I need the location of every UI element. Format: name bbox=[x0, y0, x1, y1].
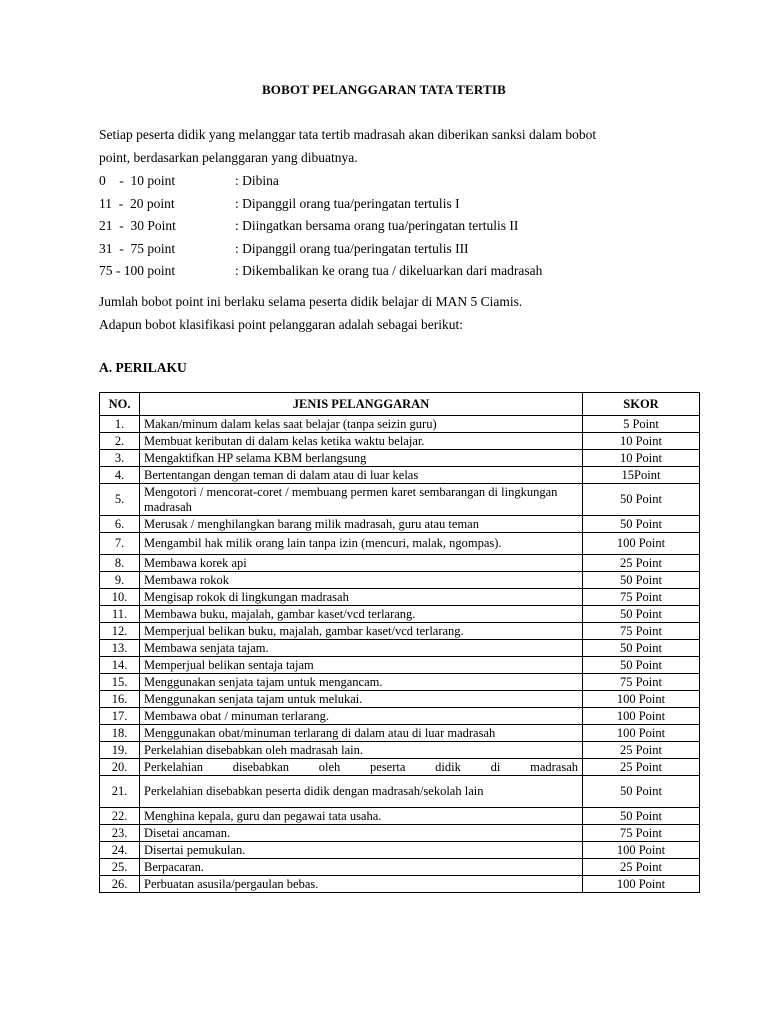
cell-skor: 10 Point bbox=[583, 450, 700, 467]
intro-line-2: point, berdasarkan pelanggaran yang dibuatnya. bbox=[99, 149, 358, 165]
cell-no: 16. bbox=[100, 691, 140, 708]
cell-no: 5. bbox=[100, 484, 140, 516]
cell-no: 18. bbox=[100, 725, 140, 742]
cell-jenis: Perkelahian disebabkan oleh madrasah lain. bbox=[140, 742, 583, 759]
cell-no: 11. bbox=[100, 606, 140, 623]
cell-jenis: Mengisap rokok di lingkungan madrasah bbox=[140, 589, 583, 606]
table-row bbox=[100, 572, 700, 589]
cell-jenis: Perbuatan asusila/pergaulan bebas. bbox=[140, 876, 583, 893]
cell-no: 1. bbox=[100, 416, 140, 433]
table-row bbox=[100, 876, 700, 893]
note-line-2: Adapun bobot klasifikasi point pelanggaran adalah sebagai berikut: bbox=[99, 316, 464, 332]
document-title: BOBOT PELANGGARAN TATA TERTIB bbox=[261, 82, 507, 97]
cell-jenis: Mengotori / mencorat-coret / membuang permen karet sembarangan di lingkungan madrasah bbox=[140, 484, 583, 516]
cell-no: 15. bbox=[100, 674, 140, 691]
table-row bbox=[100, 516, 700, 533]
cell-skor: 75 Point bbox=[583, 674, 700, 691]
cell-jenis: Mengaktifkan HP selama KBM berlangsung bbox=[140, 450, 583, 467]
cell-no: 4. bbox=[100, 467, 140, 484]
cell-skor: 100 Point bbox=[583, 842, 700, 859]
range-sanction: : Dipanggil orang tua/peringatan tertulis III bbox=[235, 240, 469, 256]
table-row bbox=[100, 808, 700, 825]
table-row bbox=[100, 708, 700, 725]
range-row bbox=[99, 260, 699, 283]
cell-skor: 50 Point bbox=[583, 484, 700, 516]
table-row bbox=[100, 484, 700, 516]
cell-jenis: Makan/minum dalam kelas saat belajar (tanpa seizin guru) bbox=[140, 416, 583, 433]
range-sanction: : Dikembalikan ke orang tua / dikeluarkan dari madrasah bbox=[235, 263, 543, 278]
cell-no: 22. bbox=[100, 808, 140, 825]
table-header-row bbox=[100, 393, 700, 416]
table-row bbox=[100, 842, 700, 859]
header-jenis: JENIS PELANGGARAN bbox=[140, 393, 583, 416]
range-sanction: : Diingatkan bersama orang tua/peringatan tertulis II bbox=[235, 218, 519, 233]
range-row bbox=[99, 238, 699, 261]
intro-paragraph bbox=[99, 124, 596, 169]
table-row bbox=[100, 433, 700, 450]
cell-no: 2. bbox=[100, 433, 140, 450]
cell-jenis: Menggunakan senjata tajam untuk mengancam. bbox=[140, 674, 583, 691]
cell-jenis: Disertai pemukulan. bbox=[140, 842, 583, 859]
table-row bbox=[100, 467, 700, 484]
range-value: 11 - 20 point bbox=[99, 195, 175, 211]
cell-skor: 100 Point bbox=[583, 691, 700, 708]
range-value: 75 - 100 point bbox=[99, 263, 176, 278]
range-value: 31 - 75 point bbox=[99, 240, 176, 256]
cell-skor: 50 Point bbox=[583, 657, 700, 674]
header-no: NO. bbox=[100, 393, 140, 416]
cell-no: 12. bbox=[100, 623, 140, 640]
cell-skor: 50 Point bbox=[583, 606, 700, 623]
cell-no: 21. bbox=[100, 776, 140, 808]
cell-no: 25. bbox=[100, 859, 140, 876]
table-row bbox=[100, 623, 700, 640]
cell-jenis: Disetai ancaman. bbox=[140, 825, 583, 842]
range-row bbox=[99, 193, 699, 216]
cell-no: 19. bbox=[100, 742, 140, 759]
cell-jenis: Membawa korek api bbox=[140, 555, 583, 572]
cell-no: 8. bbox=[100, 555, 140, 572]
table-row bbox=[100, 742, 700, 759]
cell-skor: 75 Point bbox=[583, 825, 700, 842]
table-row bbox=[100, 657, 700, 674]
range-row bbox=[99, 170, 699, 193]
cell-jenis: Memperjual belikan buku, majalah, gambar kaset/vcd terlarang. bbox=[140, 623, 583, 640]
cell-no: 3. bbox=[100, 450, 140, 467]
cell-jenis: Bertentangan dengan teman di dalam atau di luar kelas bbox=[140, 467, 583, 484]
table-row bbox=[100, 859, 700, 876]
table-row bbox=[100, 691, 700, 708]
cell-skor: 25 Point bbox=[583, 759, 700, 776]
note-line-1: Jumlah bobot point ini berlaku selama peserta didik belajar di MAN 5 Ciamis. bbox=[99, 294, 523, 309]
cell-no: 13. bbox=[100, 640, 140, 657]
range-sanction: : Dipanggil orang tua/peringatan tertulis I bbox=[235, 195, 460, 211]
cell-jenis: Perkelahian disebabkan peserta didik dengan madrasah/sekolah lain bbox=[140, 776, 583, 808]
cell-skor: 50 Point bbox=[583, 516, 700, 533]
cell-skor: 25 Point bbox=[583, 742, 700, 759]
cell-skor: 15Point bbox=[583, 467, 700, 484]
note-paragraph bbox=[99, 291, 522, 336]
cell-no: 10. bbox=[100, 589, 140, 606]
cell-skor: 25 Point bbox=[583, 555, 700, 572]
table-row bbox=[100, 725, 700, 742]
cell-skor: 50 Point bbox=[583, 640, 700, 657]
table-row bbox=[100, 416, 700, 433]
violation-table bbox=[99, 392, 700, 893]
cell-jenis: Membawa obat / minuman terlarang. bbox=[140, 708, 583, 725]
table-row bbox=[100, 674, 700, 691]
table-row bbox=[100, 589, 700, 606]
table-row bbox=[100, 533, 700, 555]
cell-skor: 50 Point bbox=[583, 572, 700, 589]
cell-no: 7. bbox=[100, 533, 140, 555]
table-row bbox=[100, 606, 700, 623]
table-row bbox=[100, 776, 700, 808]
cell-skor: 75 Point bbox=[583, 589, 700, 606]
range-value: 21 - 30 Point bbox=[99, 218, 176, 233]
cell-skor: 50 Point bbox=[583, 776, 700, 808]
cell-jenis: Membawa buku, majalah, gambar kaset/vcd terlarang. bbox=[140, 606, 583, 623]
table-row bbox=[100, 825, 700, 842]
cell-skor: 25 Point bbox=[583, 859, 700, 876]
cell-skor: 100 Point bbox=[583, 876, 700, 893]
cell-no: 17. bbox=[100, 708, 140, 725]
range-row bbox=[99, 215, 699, 238]
cell-no: 24. bbox=[100, 842, 140, 859]
cell-jenis: Berpacaran. bbox=[140, 859, 583, 876]
cell-skor: 100 Point bbox=[583, 725, 700, 742]
cell-no: 20. bbox=[100, 759, 140, 776]
cell-skor: 10 Point bbox=[583, 433, 700, 450]
cell-jenis: Menghina kepala, guru dan pegawai tata usaha. bbox=[140, 808, 583, 825]
cell-skor: 5 Point bbox=[583, 416, 700, 433]
header-skor: SKOR bbox=[583, 393, 700, 416]
cell-jenis: Mengambil hak milik orang lain tanpa izin (mencuri, malak, ngompas). bbox=[140, 533, 583, 555]
cell-jenis: Menggunakan obat/minuman terlarang di dalam atau di luar madrasah bbox=[140, 725, 583, 742]
cell-skor: 100 Point bbox=[583, 533, 700, 555]
cell-no: 14. bbox=[100, 657, 140, 674]
table-row bbox=[100, 640, 700, 657]
section-title: A. PERILAKU bbox=[99, 360, 187, 375]
range-sanction: : Dibina bbox=[235, 173, 279, 188]
cell-skor: 100 Point bbox=[583, 708, 700, 725]
cell-jenis: Memperjual belikan sentaja tajam bbox=[140, 657, 583, 674]
cell-jenis: Membawa senjata tajam. bbox=[140, 640, 583, 657]
cell-jenis: Membawa rokok bbox=[140, 572, 583, 589]
cell-jenis: Menggunakan senjata tajam untuk melukai. bbox=[140, 691, 583, 708]
cell-no: 23. bbox=[100, 825, 140, 842]
cell-jenis: Membuat keributan di dalam kelas ketika waktu belajar. bbox=[140, 433, 583, 450]
cell-no: 26. bbox=[100, 876, 140, 893]
table-row bbox=[100, 555, 700, 572]
table-row bbox=[100, 759, 700, 776]
cell-no: 9. bbox=[100, 572, 140, 589]
table-row bbox=[100, 450, 700, 467]
cell-skor: 75 Point bbox=[583, 623, 700, 640]
cell-no: 6. bbox=[100, 516, 140, 533]
intro-line-1: Setiap peserta didik yang melanggar tata tertib madrasah akan diberikan sanksi dalam bobot bbox=[99, 127, 597, 142]
cell-jenis: Merusak / menghilangkan barang milik madrasah, guru atau teman bbox=[140, 516, 583, 533]
range-value: 0 - 10 point bbox=[99, 173, 176, 188]
cell-skor: 50 Point bbox=[583, 808, 700, 825]
cell-jenis: Perkelahian disebabkan oleh peserta didik di madrasah bbox=[140, 759, 583, 776]
